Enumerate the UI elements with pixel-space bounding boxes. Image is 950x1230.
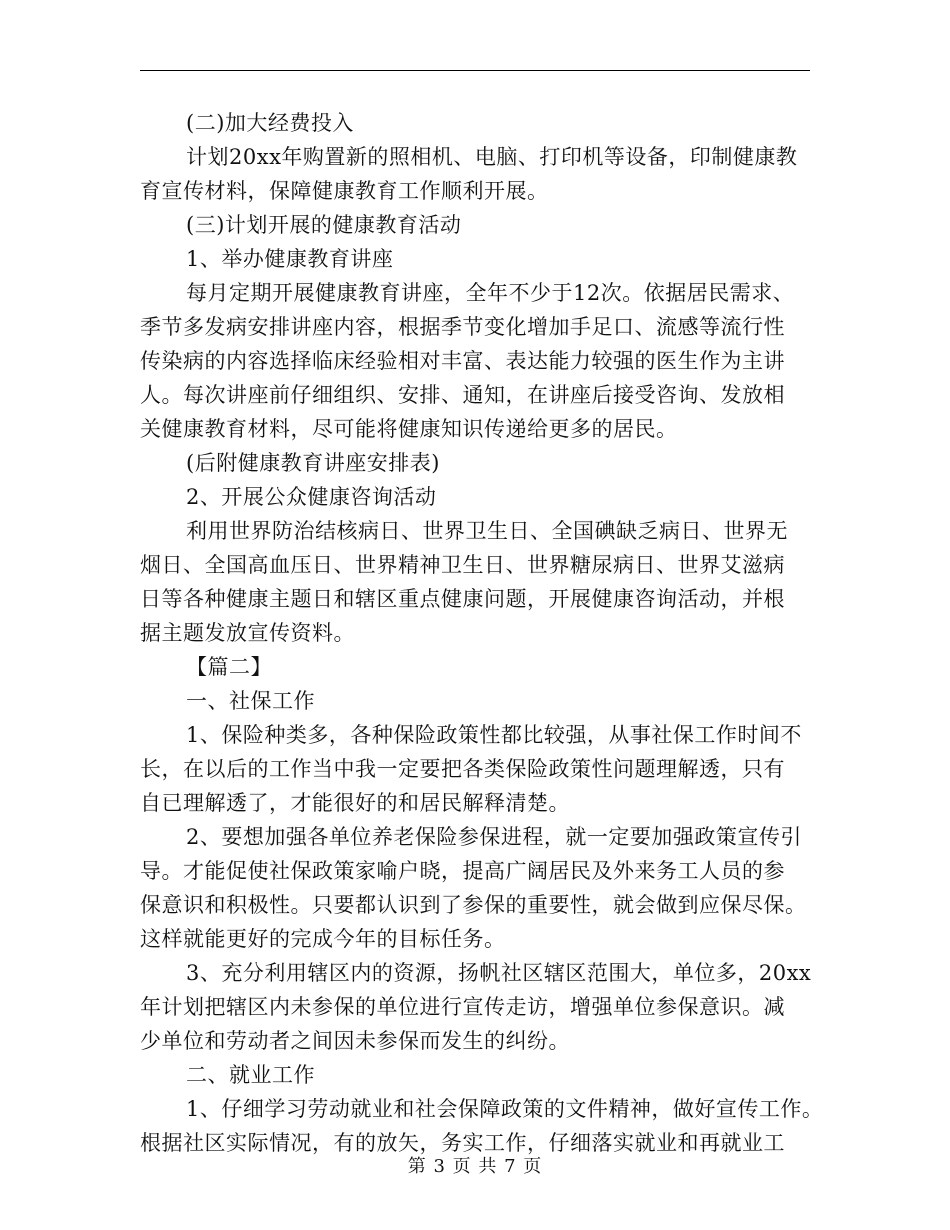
text-line: 育宣传材料，保障健康教育工作顺利开展。 [140,179,549,203]
text-line: 这样就能更好的完成今年的目标任务。 [140,927,506,951]
text-line: 传染病的内容选择临床经验相对丰富、表达能力较强的医生作为主讲 [140,349,785,373]
text-line: (后附健康教育讲座安排表) [186,451,440,475]
text-line: 1、仔细学习劳动就业和社会保障政策的文件精神，做好宣传工作。 [186,1097,824,1121]
text-line: 1、保险种类多，各种保险政策性都比较强，从事社保工作时间不 [186,723,802,747]
text-line: 二、就业工作 [186,1063,315,1087]
text-line: 导。才能促使社保政策家喻户晓，提高广阔居民及外来务工人员的参 [140,859,785,883]
text-line: 一、社保工作 [186,689,315,713]
text-line: (二)加大经费投入 [186,111,354,135]
text-line: 1、举办健康教育讲座 [186,247,394,271]
text-line: 自已理解透了，才能很好的和居民解释清楚。 [140,791,570,815]
text-line: 【篇二】 [186,655,272,679]
header-rule [140,70,810,71]
text-line: 根据社区实际情况，有的放矢，务实工作，仔细落实就业和再就业工 [140,1131,785,1155]
text-line: 关健康教育材料，尽可能将健康知识传递给更多的居民。 [140,417,678,441]
text-line: 每月定期开展健康教育讲座，全年不少于12次。依据居民需求、 [186,281,795,305]
text-line: 计划20xx年购置新的照相机、电脑、打印机等设备，印制健康教 [186,145,798,169]
text-line: 3、充分利用辖区内的资源，扬帆社区辖区范围大，单位多，20xx [186,961,812,985]
text-line: 烟日、全国高血压日、世界精神卫生日、世界糖尿病日、世界艾滋病 [140,553,785,577]
text-line: 少单位和劳动者之间因未参保而发生的纠纷。 [140,1029,570,1053]
text-line: 人。每次讲座前仔细组织、安排、通知，在讲座后接受咨询、发放相 [140,383,785,407]
text-line: 日等各种健康主题日和辖区重点健康问题，开展健康咨询活动，并根 [140,587,785,611]
document-body [140,106,830,1160]
text-line: 据主题发放宣传资料。 [140,621,355,645]
text-line: 保意识和积极性。只要都认识到了参保的重要性，就会做到应保尽保。 [140,893,807,917]
text-line: 利用世界防治结核病日、世界卫生日、全国碘缺乏病日、世界无 [186,519,788,543]
page-footer: 第 3 页 共 7 页 [407,1156,543,1177]
text-line: 2、开展公众健康咨询活动 [186,485,437,509]
text-line: (三)计划开展的健康教育活动 [186,213,462,237]
text-line: 2、要想加强各单位养老保险参保进程，就一定要加强政策宣传引 [186,825,802,849]
text-line: 长，在以后的工作当中我一定要把各类保险政策性问题理解透，只有 [140,757,785,781]
text-line: 年计划把辖区内未参保的单位进行宣传走访，增强单位参保意识。减 [140,995,785,1019]
text-line: 季节多发病安排讲座内容，根据季节变化增加手足口、流感等流行性 [140,315,785,339]
